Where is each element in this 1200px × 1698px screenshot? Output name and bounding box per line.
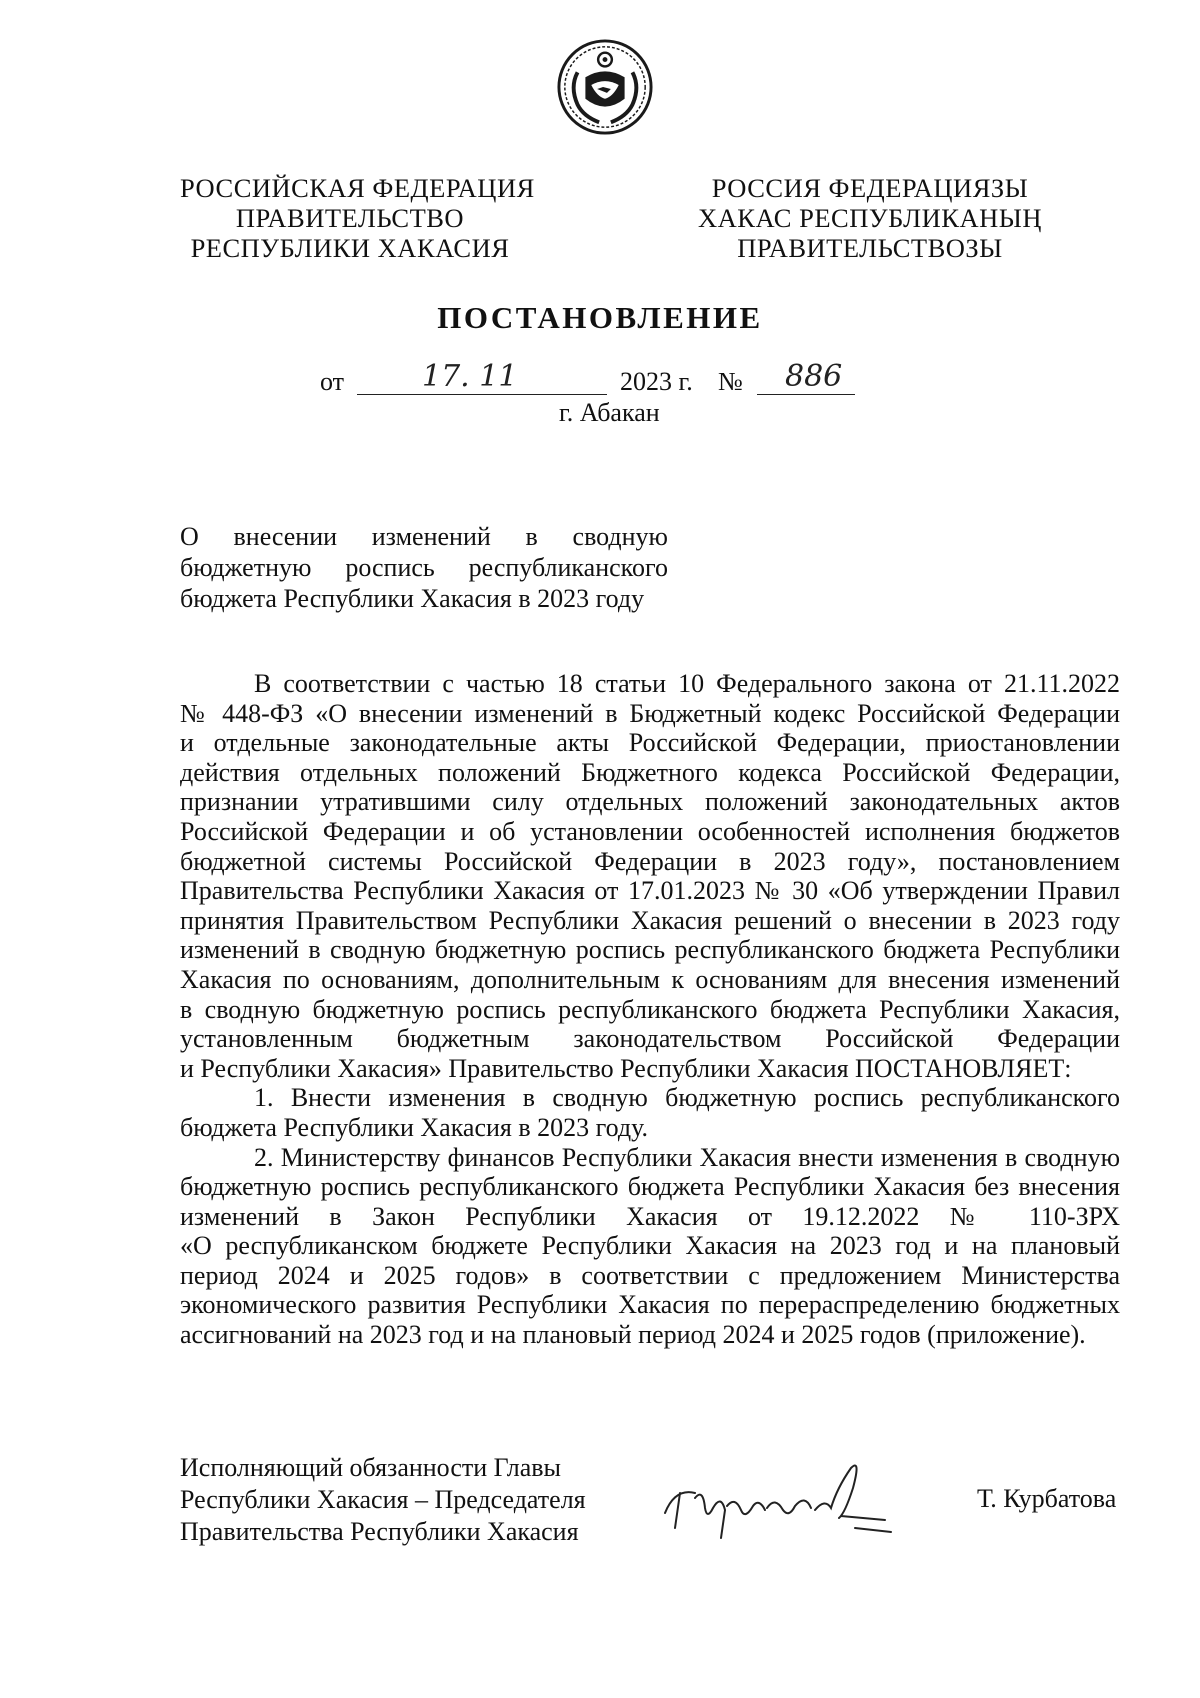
city: г. Абакан (559, 398, 660, 427)
signatory-name: Т. Курбатова (977, 1484, 1117, 1513)
header-left-line-1: РОССИЙСКАЯ ФЕДЕРАЦИЯ (180, 173, 535, 203)
header-right-line-2: ХАКАС РЕСПУБЛИКАНЫҢ (698, 203, 1042, 233)
subject-line: бюджетную роспись республиканского (180, 553, 668, 582)
header-right-line-3: ПРАВИТЕЛЬСТВОЗЫ (737, 233, 1003, 263)
body-line: № 448-ФЗ «О внесении изменений в Бюджетный кодекс Российской Федерации (180, 698, 1120, 728)
coat-of-arms-icon (556, 38, 654, 136)
number-handwritten: 886 (785, 359, 843, 394)
document-body (180, 669, 1120, 1350)
signatory-line: Исполняющий обязанности Главы (180, 1453, 561, 1482)
handwritten-signature (655, 1458, 895, 1548)
header-right (690, 173, 1050, 263)
body-line: принятия Правительством Республики Хакасия решений о внесении в 2023 году (180, 905, 1120, 935)
body-line: в сводную бюджетную роспись республиканского бюджета Республики Хакасия, (180, 994, 1120, 1024)
body-line: изменений в сводную бюджетную роспись республиканского бюджета Республики (180, 935, 1120, 965)
body-line: экономического развития Республики Хакасия по перераспределению бюджетных (180, 1290, 1120, 1320)
body-line: Российской Федерации и об установлении особенностей исполнения бюджетов (180, 816, 1120, 846)
body-line: действия отдельных положений Бюджетного кодекса Российской Федерации, (180, 757, 1120, 787)
date-prefix: от (320, 367, 345, 396)
body-line: 2. Министерству финансов Республики Хакасия внести изменения в сводную (254, 1142, 1120, 1172)
body-line: 1. Внести изменения в сводную бюджетную роспись республиканского (254, 1083, 1120, 1113)
date-line (320, 359, 920, 399)
signatory-line: Республики Хакасия – Председателя (180, 1485, 586, 1514)
signatory-line: Правительства Республики Хакасия (180, 1517, 579, 1546)
body-line: ассигнований на 2023 год и на плановый период 2024 и 2025 годов (приложение). (180, 1320, 1086, 1350)
body-line: бюджетной системы Российской Федерации в 2023 году», постановлением (180, 846, 1120, 876)
date-handwritten: 17. 11 (422, 359, 518, 394)
document-title: ПОСТАНОВЛЕНИЕ (437, 300, 763, 335)
body-line: признании утратившими силу отдельных положений законодательных актов (180, 787, 1120, 817)
body-line: Хакасия по основаниям, дополнительным к основаниям для внесения изменений (180, 964, 1120, 994)
subject-line: О внесении изменений в сводную (180, 522, 668, 551)
date-year: 2023 г. (620, 367, 693, 396)
body-line: «О республиканском бюджете Республики Хакасия на 2023 год и на плановый (180, 1231, 1120, 1261)
body-line: бюджета Республики Хакасия в 2023 году. (180, 1112, 649, 1142)
subject-line: бюджета Республики Хакасия в 2023 году (180, 584, 645, 613)
header-left-line-3: РЕСПУБЛИКИ ХАКАСИЯ (190, 233, 510, 263)
body-line: Правительства Республики Хакасия от 17.01.2023 № 30 «Об утверждении Правил (180, 876, 1120, 906)
body-line: и Республики Хакасия» Правительство Республики Хакасия ПОСТАНОВЛЯЕТ: (180, 1053, 1072, 1083)
header-right-line-1: РОССИЯ ФЕДЕРАЦИЯЗЫ (711, 173, 1029, 203)
document-subject (180, 521, 668, 614)
body-line: бюджетную роспись республиканского бюджета Республики Хакасия без внесения (180, 1172, 1120, 1202)
body-line: В соответствии с частью 18 статьи 10 Федерального закона от 21.11.2022 (254, 669, 1120, 698)
number-underline (757, 394, 855, 395)
number-sign: № (718, 367, 743, 396)
body-line: период 2024 и 2025 годов» в соответствии с предложением Министерства (180, 1260, 1120, 1290)
signatory-position (180, 1452, 586, 1548)
body-line: изменений в Закон Республики Хакасия от 19.12.2022 № 110-ЗРХ (180, 1201, 1120, 1231)
body-line: установленным бюджетным законодательством Российской Федерации (180, 1024, 1120, 1054)
date-underline (357, 394, 607, 395)
header-left-line-2: ПРАВИТЕЛЬСТВО (235, 203, 465, 233)
body-line: и отдельные законодательные акты Российской Федерации, приостановлении (180, 728, 1120, 758)
header-left (180, 173, 535, 263)
